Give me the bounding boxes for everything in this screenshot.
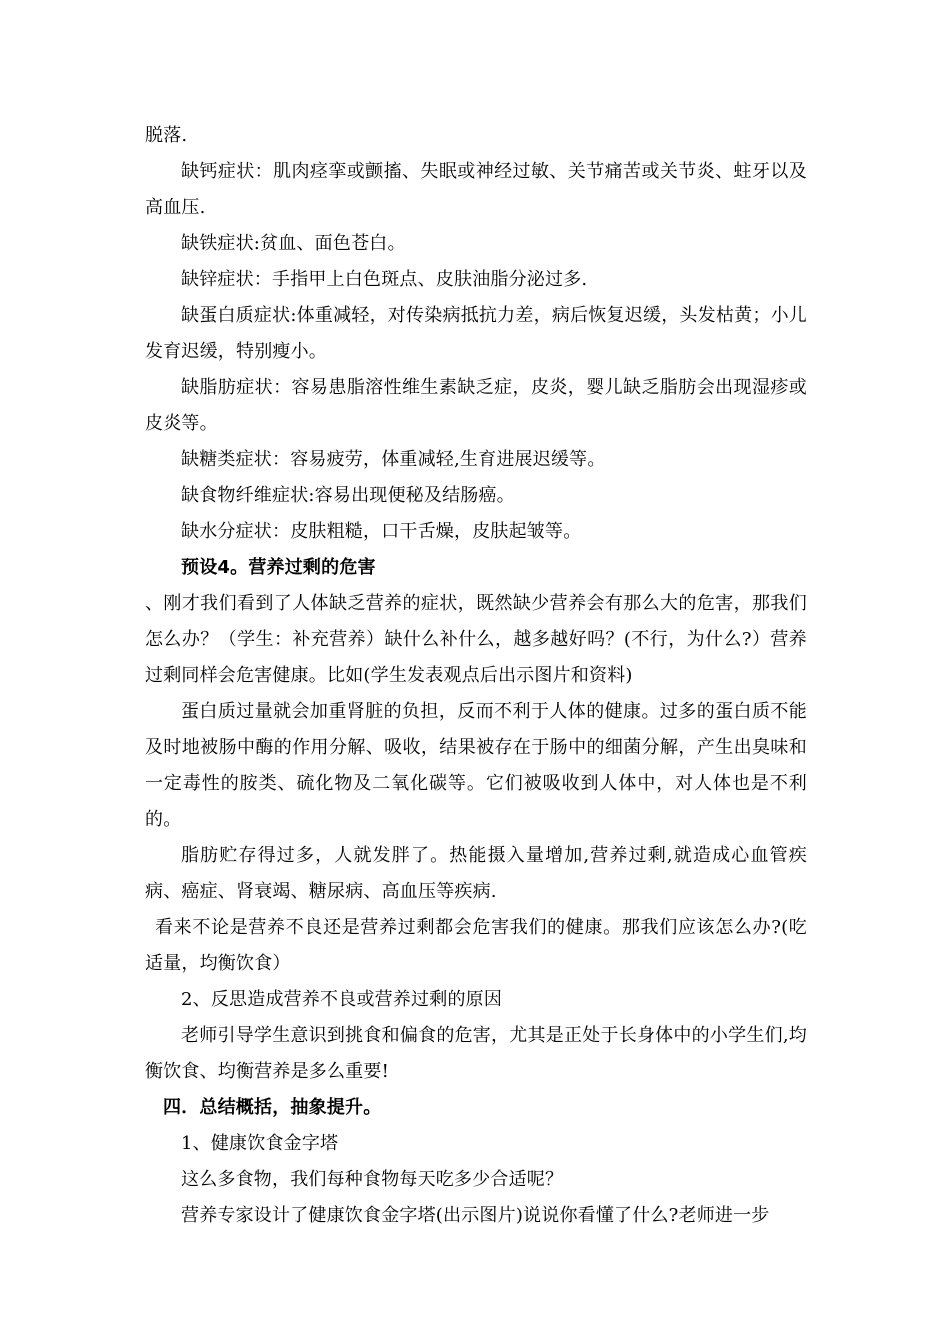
section-heading-overnutrition: 预设4。营养过剩的危害 — [181, 557, 376, 578]
paragraph-continuation: 脱落. — [145, 125, 188, 146]
paragraph-sugar-deficiency: 缺糖类症状：容易疲劳，体重减轻,生育进展迟缓等。 — [181, 449, 606, 470]
paragraph-pyramid-question: 这么多食物，我们每种食物每天吃多少合适呢？ — [181, 1169, 564, 1190]
paragraph-overnutrition-intro: 、刚才我们看到了人体缺乏营养的症状，既然缺少营养会有那么大的危害，那我们怎么办？（学生：补充营养）缺什么补什么，越多越好吗？(不行，为什么?）营养过剩同样会危害健康。比如(学生发表观点后出示图片和资料) — [145, 593, 807, 686]
section-heading-summary: 四．总结概括，抽象提升。 — [163, 1097, 382, 1118]
paragraph-reflection-heading: 2、反思造成营养不良或营养过剩的原因 — [181, 989, 503, 1010]
paragraph-conclusion: 看来不论是营养不良还是营养过剩都会危害我们的健康。那我们应该怎么办?(吃适量，均衡饮食） — [145, 917, 807, 974]
paragraph-protein-deficiency: 缺蛋白质症状:体重减轻，对传染病抵抗力差，病后恢复迟缓，头发枯黄；小儿发育迟缓，特别瘦小。 — [145, 305, 807, 362]
paragraph-water-deficiency: 缺水分症状：皮肤粗糙，口干舌燥，皮肤起皱等。 — [181, 521, 582, 542]
paragraph-fat-deficiency: 缺脂肪症状：容易患脂溶性维生素缺乏症，皮炎，婴儿缺乏脂肪会出现湿疹或皮炎等。 — [145, 377, 807, 434]
paragraph-fiber-deficiency: 缺食物纤维症状:容易出现便秘及结肠癌。 — [181, 485, 515, 506]
document-body — [145, 118, 807, 1234]
paragraph-teacher-guidance: 老师引导学生意识到挑食和偏食的危害，尤其是正处于长身体中的小学生们,均衡饮食、均衡营养是多么重要! — [145, 1025, 807, 1082]
paragraph-zinc-deficiency: 缺锌症状：手指甲上白色斑点、皮肤油脂分泌过多. — [181, 269, 588, 290]
paragraph-pyramid-description: 营养专家设计了健康饮食金字塔(出示图片)说说你看懂了什么?老师进一步 — [181, 1205, 770, 1226]
paragraph-calcium-deficiency: 缺钙症状：肌肉痉挛或颤搐、失眠或神经过敏、关节痛苦或关节炎、蛀牙以及高血压. — [145, 161, 807, 218]
paragraph-iron-deficiency: 缺铁症状:贫血、面色苍白。 — [181, 233, 406, 254]
paragraph-fat-excess: 脂肪贮存得过多，人就发胖了。热能摄入量增加,营养过剩,就造成心血管疾病、癌症、肾衰竭、糖尿病、高血压等疾病. — [145, 845, 807, 902]
paragraph-protein-excess: 蛋白质过量就会加重肾脏的负担，反而不利于人体的健康。过多的蛋白质不能及时地被肠中酶的作用分解、吸收，结果被存在于肠中的细菌分解，产生出臭味和一定毒性的胺类、硫化物及二氧化碳等。它们被吸收到人体中，对人体也是不利的。 — [145, 701, 807, 830]
paragraph-pyramid-heading: 1、健康饮食金字塔 — [181, 1133, 339, 1154]
